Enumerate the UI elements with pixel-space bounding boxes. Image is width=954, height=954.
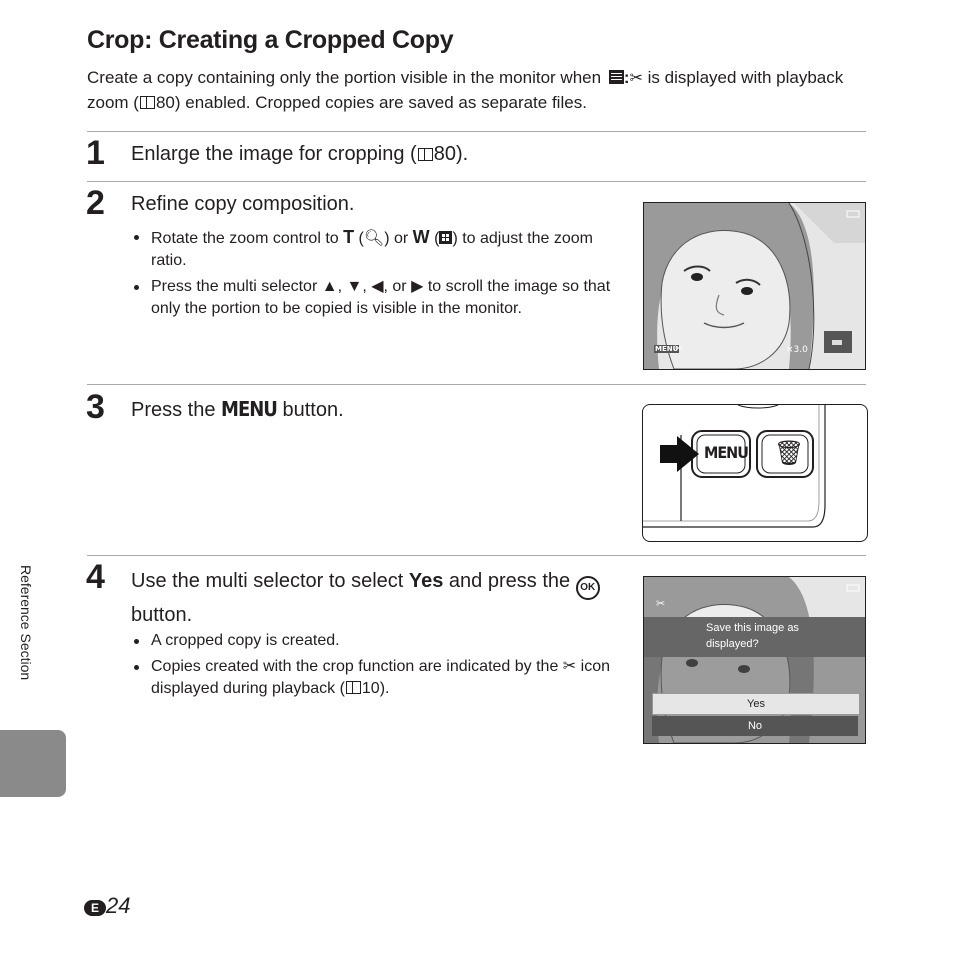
- bullet-text: (: [354, 230, 364, 247]
- no-option[interactable]: No: [652, 716, 858, 736]
- step-heading: [131, 397, 344, 422]
- list-item: [131, 226, 611, 272]
- bullet-text: Copies created with the crop function are indicated by the: [151, 658, 563, 675]
- step-number: 4: [86, 558, 105, 596]
- intro-text-3: ) enabled. Cropped copies are saved as separate files.: [174, 93, 587, 112]
- crop-icon: ✂: [674, 342, 684, 355]
- camera-body-drawing: [643, 405, 867, 541]
- left-arrow-icon: ◀: [371, 278, 384, 295]
- step-heading-text: Press the: [131, 399, 222, 421]
- yes-option[interactable]: Yes: [652, 693, 860, 715]
- step-heading: Refine copy composition.: [131, 193, 355, 215]
- crop-icon: ✂: [656, 597, 666, 610]
- up-arrow-icon: ▲: [321, 278, 338, 295]
- bullet-text: ).: [379, 680, 390, 697]
- list-item: [131, 276, 611, 320]
- intro-paragraph: Create a copy containing only the portion visible in the monitor when :✂ is displayed with playback zoom ( 80) enabled. Cropped copies are saved as separate files.: [87, 68, 844, 112]
- menu-label: MENU: [655, 345, 679, 353]
- bullet-text: Press the multi selector: [151, 278, 322, 295]
- step-bullets: [131, 226, 611, 324]
- bullet-text: ,: [362, 278, 372, 295]
- reference-e-icon: E: [84, 900, 106, 916]
- step-heading-text: Use the multi selector to select: [131, 570, 409, 592]
- tele-label: T: [343, 227, 355, 247]
- step-heading: [131, 143, 468, 166]
- wide-label: W: [412, 227, 430, 247]
- down-arrow-icon: ▼: [346, 278, 363, 295]
- page-number: [84, 893, 130, 919]
- bullet-text: , or: [383, 278, 412, 295]
- step-number: 2: [86, 184, 105, 222]
- menu-icon: [609, 70, 624, 84]
- menu-button: MENU: [704, 443, 748, 462]
- bullet-text: ) or: [384, 230, 413, 247]
- step-heading-text: and press the: [443, 570, 576, 592]
- crop-icon: ✂: [562, 658, 577, 675]
- camera-buttons-illustration: [642, 404, 868, 542]
- right-arrow-icon: ▶: [411, 278, 424, 295]
- intro-text-1: Create a copy containing only the portion visible in the monitor when: [87, 68, 602, 87]
- bullet-text: icon displayed during playback (: [151, 658, 610, 697]
- divider: [87, 555, 866, 556]
- bullet-text: A cropped copy is created.: [151, 632, 340, 649]
- bullet-text: to scroll the image so that only the portion to be copied is visible in the monitor.: [151, 278, 611, 317]
- bullet-text: ) to adjust the zoom ratio.: [151, 230, 593, 269]
- page-title: Crop: Creating a Cropped Copy: [87, 26, 454, 54]
- step-number: 1: [86, 134, 105, 172]
- list-item: [131, 656, 611, 700]
- step-number: 3: [86, 388, 105, 426]
- divider: [87, 181, 866, 182]
- save-dialog-screen: [643, 576, 866, 744]
- step-heading-text: ).: [455, 143, 469, 165]
- divider: [87, 131, 866, 132]
- bullet-text: ,: [337, 278, 347, 295]
- step-heading-text: button.: [131, 604, 193, 626]
- bullet-text: (: [429, 230, 440, 247]
- zoomed-image-screen: [643, 202, 866, 370]
- thumbnail-icon: [439, 231, 452, 244]
- zoom-ratio: ×3.0: [786, 345, 808, 355]
- step-heading-text: Enlarge the image for cropping (: [131, 143, 417, 165]
- section-tab: [0, 730, 66, 797]
- book-icon: [418, 148, 433, 161]
- intro-text-2: is displayed with playback zoom (: [87, 68, 844, 112]
- book-icon: [346, 681, 361, 694]
- intro-ref: 80: [155, 93, 175, 112]
- step-ref: 80: [433, 143, 456, 165]
- bullet-text: Rotate the zoom control to: [151, 230, 344, 247]
- ok-button-icon: OK: [576, 576, 600, 600]
- bullet-ref: 10: [361, 680, 380, 697]
- divider: [87, 384, 866, 385]
- yes-label: Yes: [408, 570, 444, 592]
- page-number-text: 24: [106, 893, 131, 918]
- step-heading: [131, 566, 621, 630]
- step-bullets: [131, 630, 611, 704]
- list-item: [131, 630, 611, 652]
- book-icon: [140, 96, 155, 109]
- crop-icon: ✂: [629, 70, 643, 87]
- dialog-message: Save this image as displayed?: [706, 622, 799, 650]
- step-heading-text: button.: [276, 399, 344, 421]
- magnify-icon: 🔍︎: [363, 230, 385, 247]
- section-label: Reference Section: [18, 565, 34, 681]
- menu-button-label: MENU: [221, 397, 277, 421]
- trash-icon: 🗑︎: [774, 439, 805, 467]
